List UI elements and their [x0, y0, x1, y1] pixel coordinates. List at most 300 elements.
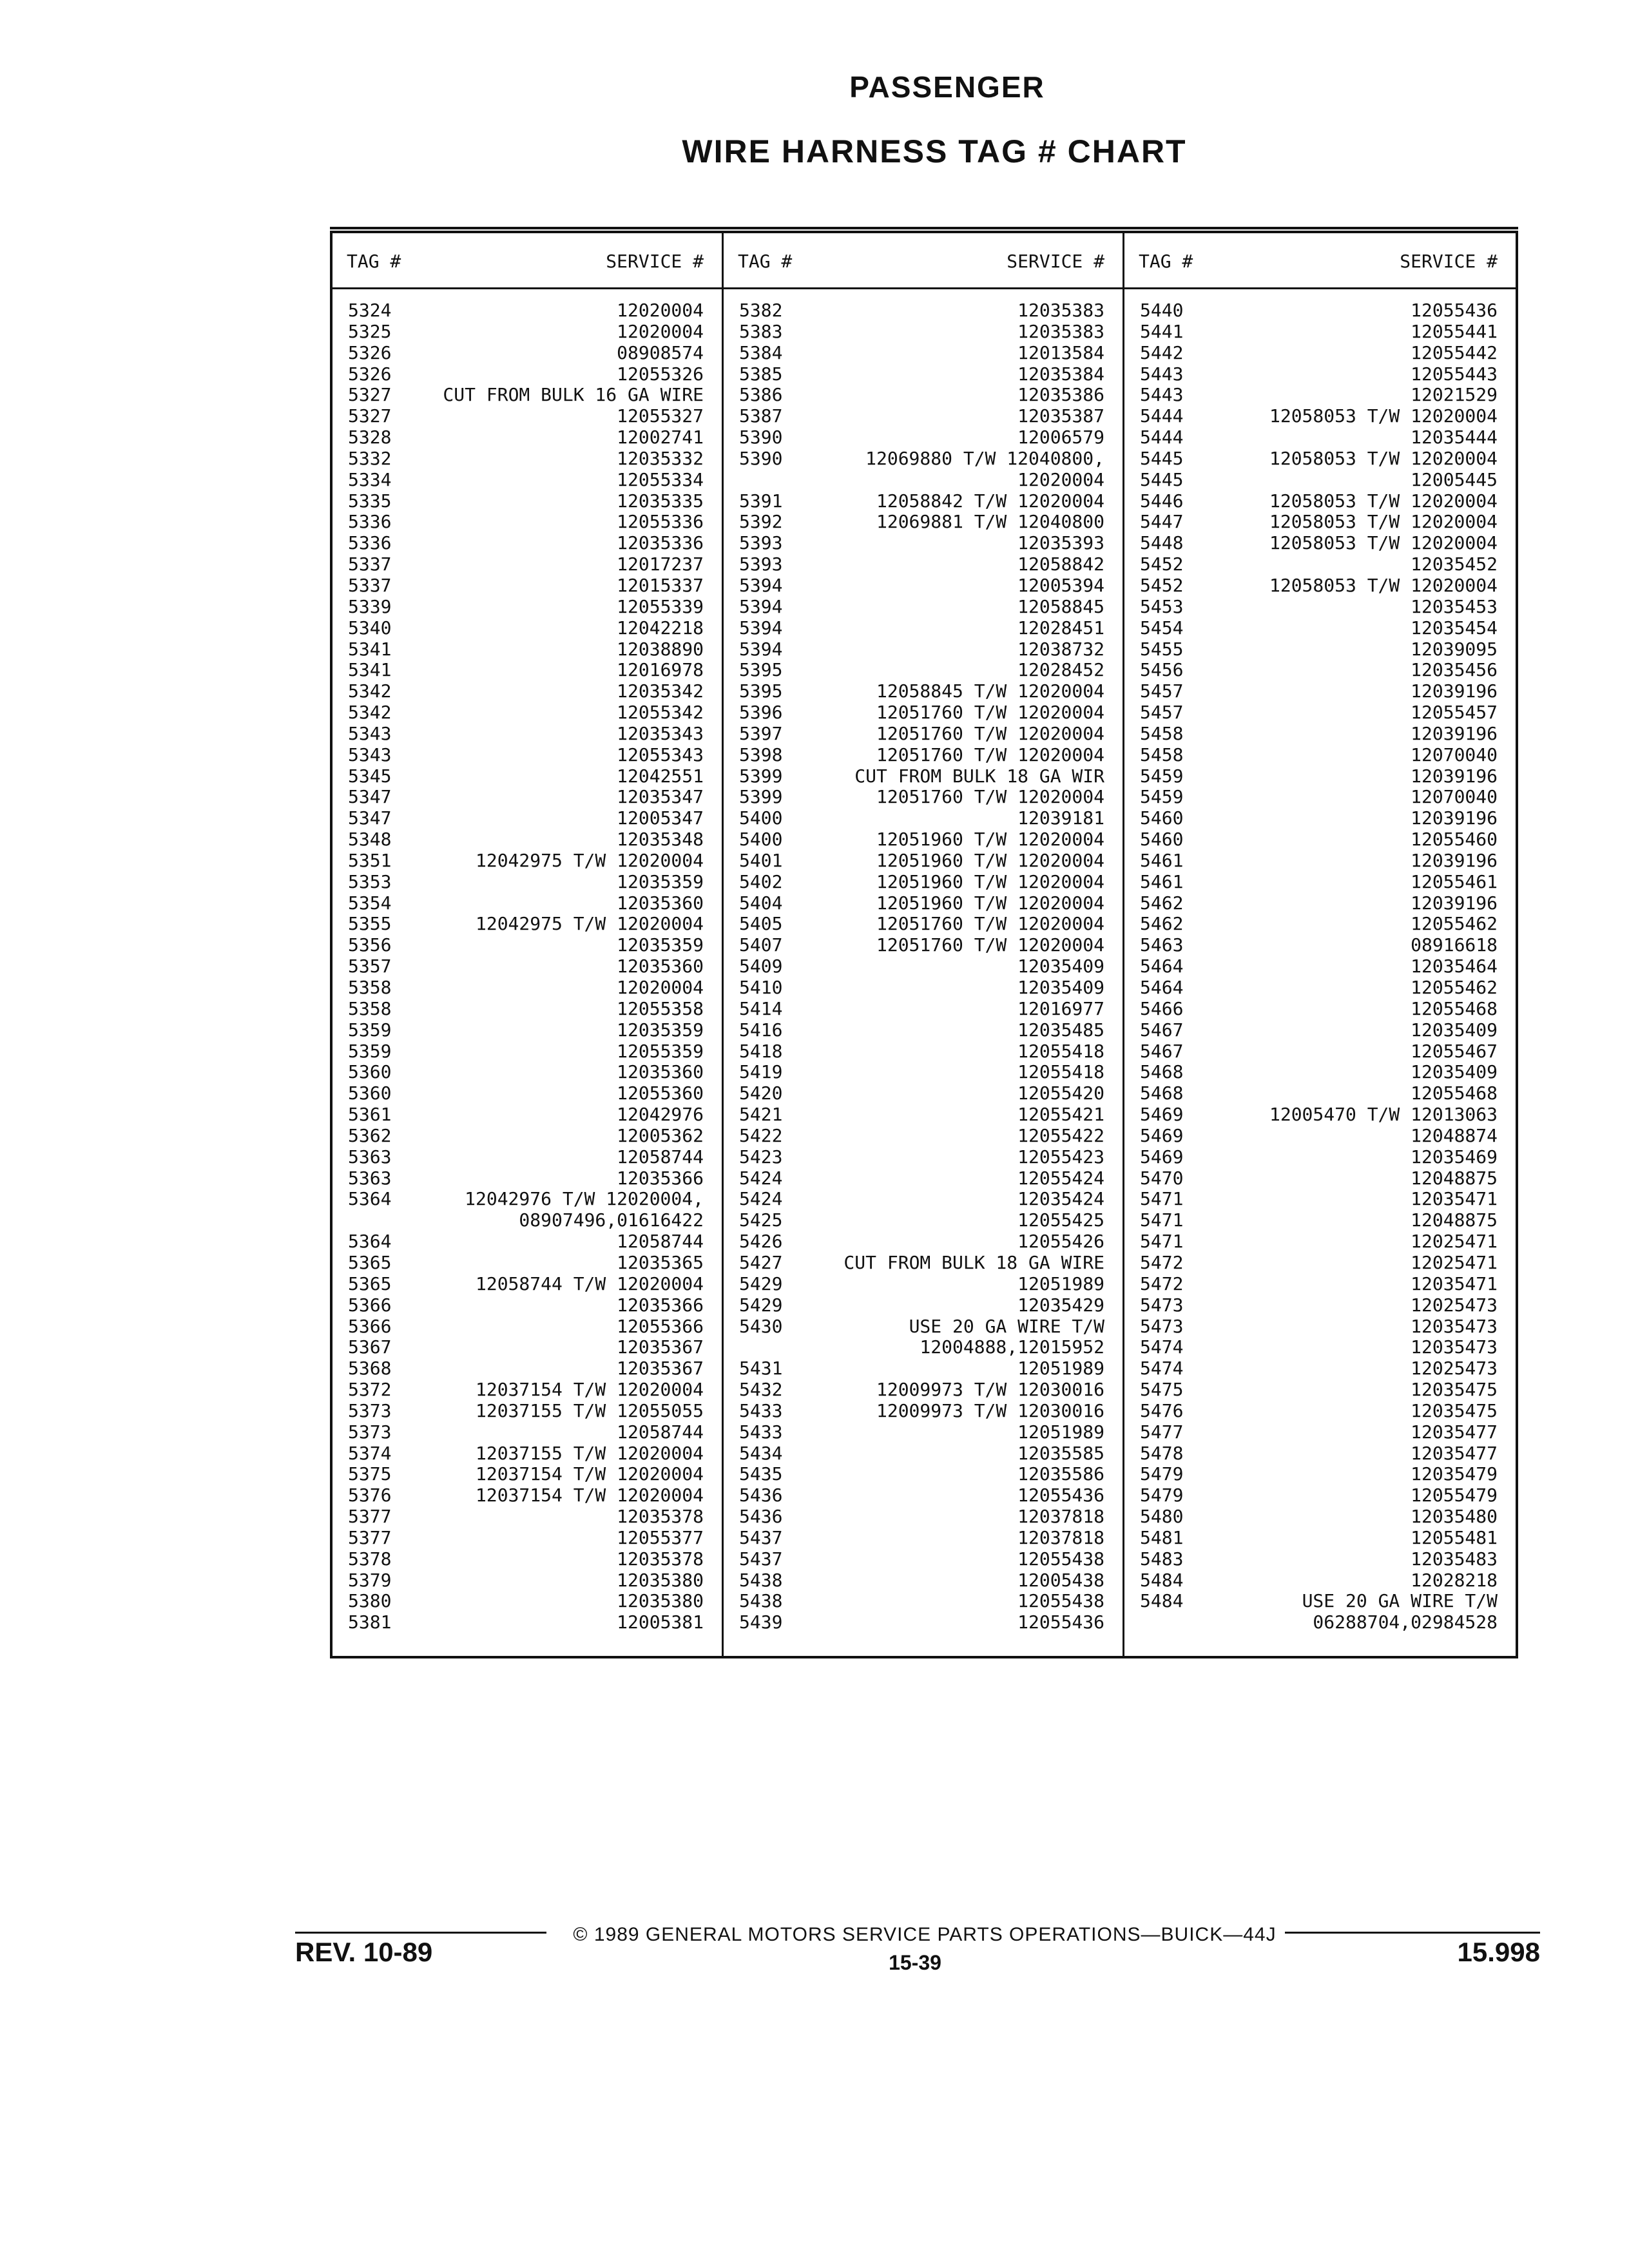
service-number: 12069880 T/W 12040800, — [865, 447, 1104, 469]
table-row — [1124, 1274, 1516, 1295]
service-number: 12035359 — [617, 934, 704, 956]
table-row — [333, 533, 722, 554]
table-row — [724, 1168, 1123, 1189]
tag-number: 5436 — [739, 1506, 783, 1528]
table-row — [724, 300, 1123, 322]
tag-number: 5375 — [348, 1463, 392, 1485]
table-row — [1124, 343, 1516, 364]
service-number: 12035480 — [1411, 1506, 1498, 1528]
table-row — [333, 1591, 722, 1612]
table-row — [333, 999, 722, 1020]
service-number: 12005394 — [1017, 574, 1104, 596]
tag-number: 5416 — [739, 1019, 783, 1041]
tag-number: 5380 — [348, 1590, 392, 1612]
tag-number: 5431 — [739, 1358, 783, 1379]
tag-number: 5395 — [739, 680, 783, 702]
table-row — [724, 1443, 1123, 1465]
table-row — [724, 1379, 1123, 1401]
service-number: 12005470 T/W 12013063 — [1269, 1104, 1498, 1126]
table-row — [1124, 1062, 1516, 1083]
service-number: 12058845 T/W 12020004 — [876, 680, 1104, 702]
table-row — [333, 1422, 722, 1443]
table-row — [724, 512, 1123, 533]
table-row — [333, 787, 722, 808]
tag-header: TAG # — [347, 251, 401, 272]
service-number: 12035380 — [617, 1590, 704, 1612]
tag-number: 5367 — [348, 1336, 392, 1358]
tag-number: 5427 — [739, 1251, 783, 1273]
tag-number: 5479 — [1140, 1485, 1184, 1506]
tag-number: 5460 — [1140, 807, 1184, 829]
service-number: 12013584 — [1017, 341, 1104, 363]
tag-number: 5387 — [739, 405, 783, 427]
table-row — [333, 808, 722, 829]
service-number: 12055420 — [1017, 1082, 1104, 1104]
tag-number: 5376 — [348, 1485, 392, 1506]
column-header — [1124, 249, 1516, 274]
tag-number: 5366 — [348, 1294, 392, 1316]
service-number: 12035444 — [1411, 427, 1498, 448]
service-number: 12037155 T/W 12020004 — [475, 1442, 704, 1464]
service-number: 12035464 — [1411, 956, 1498, 977]
service-number: 12035409 — [1017, 956, 1104, 977]
service-number: 12055424 — [1017, 1167, 1104, 1189]
service-number: 12055479 — [1411, 1485, 1498, 1506]
service-number: 12035343 — [617, 722, 704, 744]
service-number: 12035477 — [1411, 1442, 1498, 1464]
service-number: 12035479 — [1411, 1463, 1498, 1485]
tag-chart-table — [330, 231, 1518, 1658]
table-row — [1124, 893, 1516, 914]
tag-number: 5327 — [348, 384, 392, 406]
column-header — [724, 249, 1123, 274]
tag-number: 5421 — [739, 1104, 783, 1126]
tag-number: 5402 — [739, 870, 783, 892]
service-number: 12055438 — [1017, 1590, 1104, 1612]
table-row — [333, 724, 722, 745]
service-number: 12035366 — [617, 1294, 704, 1316]
table-row — [724, 618, 1123, 639]
service-number: 12042976 — [617, 1104, 704, 1126]
tag-number: 5423 — [739, 1146, 783, 1168]
service-number: 12058053 T/W 12020004 — [1269, 532, 1498, 554]
table-row — [724, 850, 1123, 872]
service-number: 12005438 — [1017, 1569, 1104, 1591]
table-row — [724, 766, 1123, 787]
service-number: 12035471 — [1411, 1273, 1498, 1294]
tag-number: 5424 — [739, 1188, 783, 1210]
tag-number: 5368 — [348, 1358, 392, 1379]
tag-number: 5358 — [348, 997, 392, 1019]
tag-number: 5462 — [1140, 913, 1184, 935]
service-number: 12058053 T/W 12020004 — [1269, 574, 1498, 596]
table-row — [724, 1231, 1123, 1253]
tag-number: 5335 — [348, 490, 392, 512]
service-number: 12055327 — [617, 405, 704, 427]
service-number: 12025473 — [1411, 1294, 1498, 1316]
table-row — [333, 1401, 722, 1422]
footer-rule-left — [295, 1932, 546, 1934]
tag-number: 5460 — [1140, 829, 1184, 850]
service-number: 12051960 T/W 12020004 — [876, 829, 1104, 850]
service-number: 12055339 — [617, 595, 704, 617]
tag-number: 5453 — [1140, 595, 1184, 617]
tag-number: 5359 — [348, 1019, 392, 1041]
service-number: 12051760 T/W 12020004 — [876, 913, 1104, 935]
service-number: 12035378 — [617, 1548, 704, 1570]
tag-number: 5327 — [348, 405, 392, 427]
service-header: SERVICE # — [606, 251, 704, 272]
service-number: 12039196 — [1411, 722, 1498, 744]
service-number: 12035429 — [1017, 1294, 1104, 1316]
table-row — [333, 702, 722, 724]
service-number: 12055441 — [1411, 320, 1498, 342]
table-row — [333, 660, 722, 681]
table-row — [1124, 1379, 1516, 1401]
tag-number: 5444 — [1140, 427, 1184, 448]
service-number: 12037155 T/W 12055055 — [475, 1399, 704, 1421]
tag-number: 5390 — [739, 447, 783, 469]
table-row — [333, 470, 722, 491]
service-number: 12035456 — [1411, 659, 1498, 681]
tag-number: 5396 — [739, 702, 783, 724]
table-row — [724, 1422, 1123, 1443]
table-row — [333, 977, 722, 999]
tag-number: 5343 — [348, 744, 392, 765]
service-header: SERVICE # — [1007, 251, 1104, 272]
table-row — [1124, 470, 1516, 491]
tag-number: 5337 — [348, 574, 392, 596]
service-number: 12021529 — [1411, 384, 1498, 406]
table-row — [333, 1295, 722, 1316]
tag-number: 5425 — [739, 1209, 783, 1231]
tag-number: 5409 — [739, 956, 783, 977]
table-row — [333, 364, 722, 385]
tag-number: 5399 — [739, 765, 783, 787]
service-number: 12037818 — [1017, 1506, 1104, 1528]
service-number: 12035383 — [1017, 300, 1104, 321]
service-number: 12058842 — [1017, 553, 1104, 575]
table-row — [724, 597, 1123, 618]
tag-number: 5358 — [348, 977, 392, 998]
tag-number: 5391 — [739, 490, 783, 512]
table-row — [724, 491, 1123, 512]
service-number: CUT FROM BULK 18 GA WIRE — [843, 1251, 1104, 1273]
service-number: 12055481 — [1411, 1526, 1498, 1548]
tag-number: 5341 — [348, 659, 392, 681]
tag-number: 5436 — [739, 1485, 783, 1506]
service-number: 12055377 — [617, 1526, 704, 1548]
table-row — [1124, 935, 1516, 956]
service-number: 12020004 — [617, 320, 704, 342]
table-row — [1124, 1506, 1516, 1528]
service-number: 12025471 — [1411, 1251, 1498, 1273]
table-row — [333, 1379, 722, 1401]
table-row — [724, 1506, 1123, 1528]
service-number: 12055467 — [1411, 1040, 1498, 1062]
table-row — [333, 1147, 722, 1168]
table-row — [333, 1253, 722, 1274]
table-row — [724, 554, 1123, 575]
tag-number: 5422 — [739, 1124, 783, 1146]
tag-number: 5348 — [348, 829, 392, 850]
service-number: 12048875 — [1411, 1167, 1498, 1189]
table-row — [333, 1528, 722, 1549]
tag-number: 5464 — [1140, 977, 1184, 998]
table-row — [724, 935, 1123, 956]
table-row — [1124, 745, 1516, 766]
service-number: 12055422 — [1017, 1124, 1104, 1146]
service-number: 12051760 T/W 12020004 — [876, 786, 1104, 808]
tag-number: 5400 — [739, 829, 783, 850]
table-row — [333, 956, 722, 977]
tag-number: 5393 — [739, 532, 783, 554]
table-row — [333, 639, 722, 660]
tag-number: 5385 — [739, 363, 783, 385]
tag-number: 5377 — [348, 1526, 392, 1548]
tag-number: 5345 — [348, 765, 392, 787]
tag-number: 5481 — [1140, 1526, 1184, 1548]
tag-number: 5373 — [348, 1399, 392, 1421]
tag-number: 5364 — [348, 1188, 392, 1210]
tag-number: 5359 — [348, 1040, 392, 1062]
service-number: 12035454 — [1411, 617, 1498, 639]
service-number: 12055421 — [1017, 1104, 1104, 1126]
table-row — [724, 533, 1123, 554]
service-number: 12039181 — [1017, 807, 1104, 829]
tag-number: 5473 — [1140, 1315, 1184, 1337]
service-number: 12070040 — [1411, 786, 1498, 808]
table-row — [1124, 618, 1516, 639]
tag-number: 5394 — [739, 617, 783, 639]
service-number: 12016977 — [1017, 997, 1104, 1019]
tag-number: 5430 — [739, 1315, 783, 1337]
service-number: 12037154 T/W 12020004 — [475, 1379, 704, 1401]
tag-number: 5447 — [1140, 511, 1184, 533]
service-number: 12035473 — [1411, 1315, 1498, 1337]
service-number: 12009973 T/W 12030016 — [876, 1399, 1104, 1421]
table-row — [1124, 1126, 1516, 1147]
table-row — [724, 1295, 1123, 1316]
table-row — [1124, 1295, 1516, 1316]
service-number: 12035383 — [1017, 320, 1104, 342]
tag-number: 5377 — [348, 1506, 392, 1528]
service-number: 12055438 — [1017, 1548, 1104, 1570]
service-number: 12055436 — [1017, 1485, 1104, 1506]
tag-number: 5383 — [739, 320, 783, 342]
service-number: 12051760 T/W 12020004 — [876, 934, 1104, 956]
tag-number: 5395 — [739, 659, 783, 681]
tag-number: 5365 — [348, 1273, 392, 1294]
tag-number: 5439 — [739, 1611, 783, 1633]
table-row — [724, 787, 1123, 808]
tag-number: 5462 — [1140, 892, 1184, 914]
table-row — [1124, 364, 1516, 385]
tag-number: 5443 — [1140, 384, 1184, 406]
tag-number: 5414 — [739, 997, 783, 1019]
tag-number: 5463 — [1140, 934, 1184, 956]
table-row — [333, 1337, 722, 1358]
service-number: 12005347 — [617, 807, 704, 829]
tag-number: 5399 — [739, 786, 783, 808]
tag-number: 5461 — [1140, 870, 1184, 892]
table-row — [1124, 1549, 1516, 1570]
service-number: 12051989 — [1017, 1421, 1104, 1443]
table-row — [1124, 1570, 1516, 1591]
tag-number: 5401 — [739, 849, 783, 871]
table-row — [333, 893, 722, 914]
table-row — [724, 1104, 1123, 1126]
table-row — [1124, 512, 1516, 533]
table-row — [1124, 1485, 1516, 1506]
tag-number: 5445 — [1140, 447, 1184, 469]
service-number: 12035453 — [1411, 595, 1498, 617]
service-number: 12055360 — [617, 1082, 704, 1104]
tag-number: 5467 — [1140, 1019, 1184, 1041]
table-row — [1124, 406, 1516, 427]
table-row — [333, 343, 722, 364]
tag-number: 5328 — [348, 427, 392, 448]
table-row — [333, 1506, 722, 1528]
tag-header: TAG # — [738, 251, 793, 272]
table-row — [333, 850, 722, 872]
service-number: 12055336 — [617, 511, 704, 533]
tag-number: 5484 — [1140, 1569, 1184, 1591]
tag-number: 5341 — [348, 638, 392, 660]
service-number: 12051760 T/W 12020004 — [876, 702, 1104, 724]
table-row — [1124, 639, 1516, 660]
table-row — [1124, 1189, 1516, 1210]
service-number: 12035378 — [617, 1506, 704, 1528]
service-number: 12035367 — [617, 1358, 704, 1379]
table-row — [333, 618, 722, 639]
tag-number: 5366 — [348, 1315, 392, 1337]
table-row — [1124, 1422, 1516, 1443]
table-row — [724, 1401, 1123, 1422]
service-number: 12055436 — [1017, 1611, 1104, 1633]
service-number: 12048875 — [1411, 1209, 1498, 1231]
service-number: 12035409 — [1411, 1019, 1498, 1041]
tag-number: 5373 — [348, 1421, 392, 1443]
service-number: 12035483 — [1411, 1548, 1498, 1570]
table-row — [333, 1062, 722, 1083]
table-row — [1124, 322, 1516, 343]
table-row — [1124, 1041, 1516, 1062]
service-number: CUT FROM BULK 18 GA WIR — [854, 765, 1104, 787]
service-number: 12055342 — [617, 702, 704, 724]
tag-number: 5454 — [1140, 617, 1184, 639]
table-row — [1124, 660, 1516, 681]
tag-number: 5469 — [1140, 1124, 1184, 1146]
service-number: 12055366 — [617, 1315, 704, 1337]
tag-number: 5469 — [1140, 1146, 1184, 1168]
table-row — [333, 1612, 722, 1633]
service-number: 12035475 — [1411, 1379, 1498, 1401]
table-row — [1124, 914, 1516, 935]
table-row — [1124, 977, 1516, 999]
tag-number: 5410 — [739, 977, 783, 998]
service-number: 12035469 — [1411, 1146, 1498, 1168]
tag-number: 5355 — [348, 913, 392, 935]
service-number: 12055468 — [1411, 997, 1498, 1019]
service-number: 12035348 — [617, 829, 704, 850]
table-row — [333, 1316, 722, 1338]
tag-number: 5469 — [1140, 1104, 1184, 1126]
table-row — [724, 364, 1123, 385]
tag-number: 5340 — [348, 617, 392, 639]
tag-number: 5433 — [739, 1399, 783, 1421]
tag-number: 5438 — [739, 1590, 783, 1612]
table-row — [724, 745, 1123, 766]
service-number: 12055358 — [617, 997, 704, 1019]
service-number: 12015337 — [617, 574, 704, 596]
service-number: 12035366 — [617, 1167, 704, 1189]
table-row — [1124, 1147, 1516, 1168]
service-number: 12037154 T/W 12020004 — [475, 1463, 704, 1485]
service-number: 12005362 — [617, 1124, 704, 1146]
service-number: 12035335 — [617, 490, 704, 512]
table-row — [333, 300, 722, 322]
tag-number: 5475 — [1140, 1379, 1184, 1401]
service-number: 12055468 — [1411, 1082, 1498, 1104]
tag-number: 5480 — [1140, 1506, 1184, 1528]
table-row — [1124, 999, 1516, 1020]
service-number: 12055460 — [1411, 829, 1498, 850]
tag-number: 5474 — [1140, 1358, 1184, 1379]
tag-number: 5392 — [739, 511, 783, 533]
service-number: 12058053 T/W 12020004 — [1269, 511, 1498, 533]
tag-number: 5470 — [1140, 1167, 1184, 1189]
tag-number: 5476 — [1140, 1399, 1184, 1421]
service-number: 12055426 — [1017, 1231, 1104, 1253]
service-number: 12035367 — [617, 1336, 704, 1358]
service-number: 12035347 — [617, 786, 704, 808]
tag-number: 5400 — [739, 807, 783, 829]
service-number: 12035336 — [617, 532, 704, 554]
tag-number: 5448 — [1140, 532, 1184, 554]
service-number: 12035332 — [617, 447, 704, 469]
service-number: 12037818 — [1017, 1526, 1104, 1548]
table-row — [333, 512, 722, 533]
service-number: 12042975 T/W 12020004 — [475, 849, 704, 871]
table-row — [724, 639, 1123, 660]
tag-number: 5457 — [1140, 702, 1184, 724]
table-row — [724, 448, 1123, 470]
table-row — [333, 322, 722, 343]
table-row — [724, 1041, 1123, 1062]
service-number: 12035409 — [1017, 977, 1104, 998]
tag-number: 5405 — [739, 913, 783, 935]
table-row — [724, 406, 1123, 427]
table-row — [333, 597, 722, 618]
tag-number: 5404 — [739, 892, 783, 914]
tag-number: 5398 — [739, 744, 783, 765]
service-number: 12069881 T/W 12040800 — [876, 511, 1104, 533]
table-row — [724, 1147, 1123, 1168]
service-number: USE 20 GA WIRE T/W — [1302, 1590, 1498, 1612]
tag-number: 5362 — [348, 1124, 392, 1146]
service-number: 12055334 — [617, 468, 704, 490]
tag-number: 5477 — [1140, 1421, 1184, 1443]
table-row — [724, 893, 1123, 914]
service-number: 12017237 — [617, 553, 704, 575]
table-row — [333, 1443, 722, 1465]
tag-number: 5397 — [739, 722, 783, 744]
tag-number: 5424 — [739, 1167, 783, 1189]
service-number: 12055343 — [617, 744, 704, 765]
footer-rule-right — [1285, 1932, 1540, 1934]
tag-number: 5429 — [739, 1273, 783, 1294]
